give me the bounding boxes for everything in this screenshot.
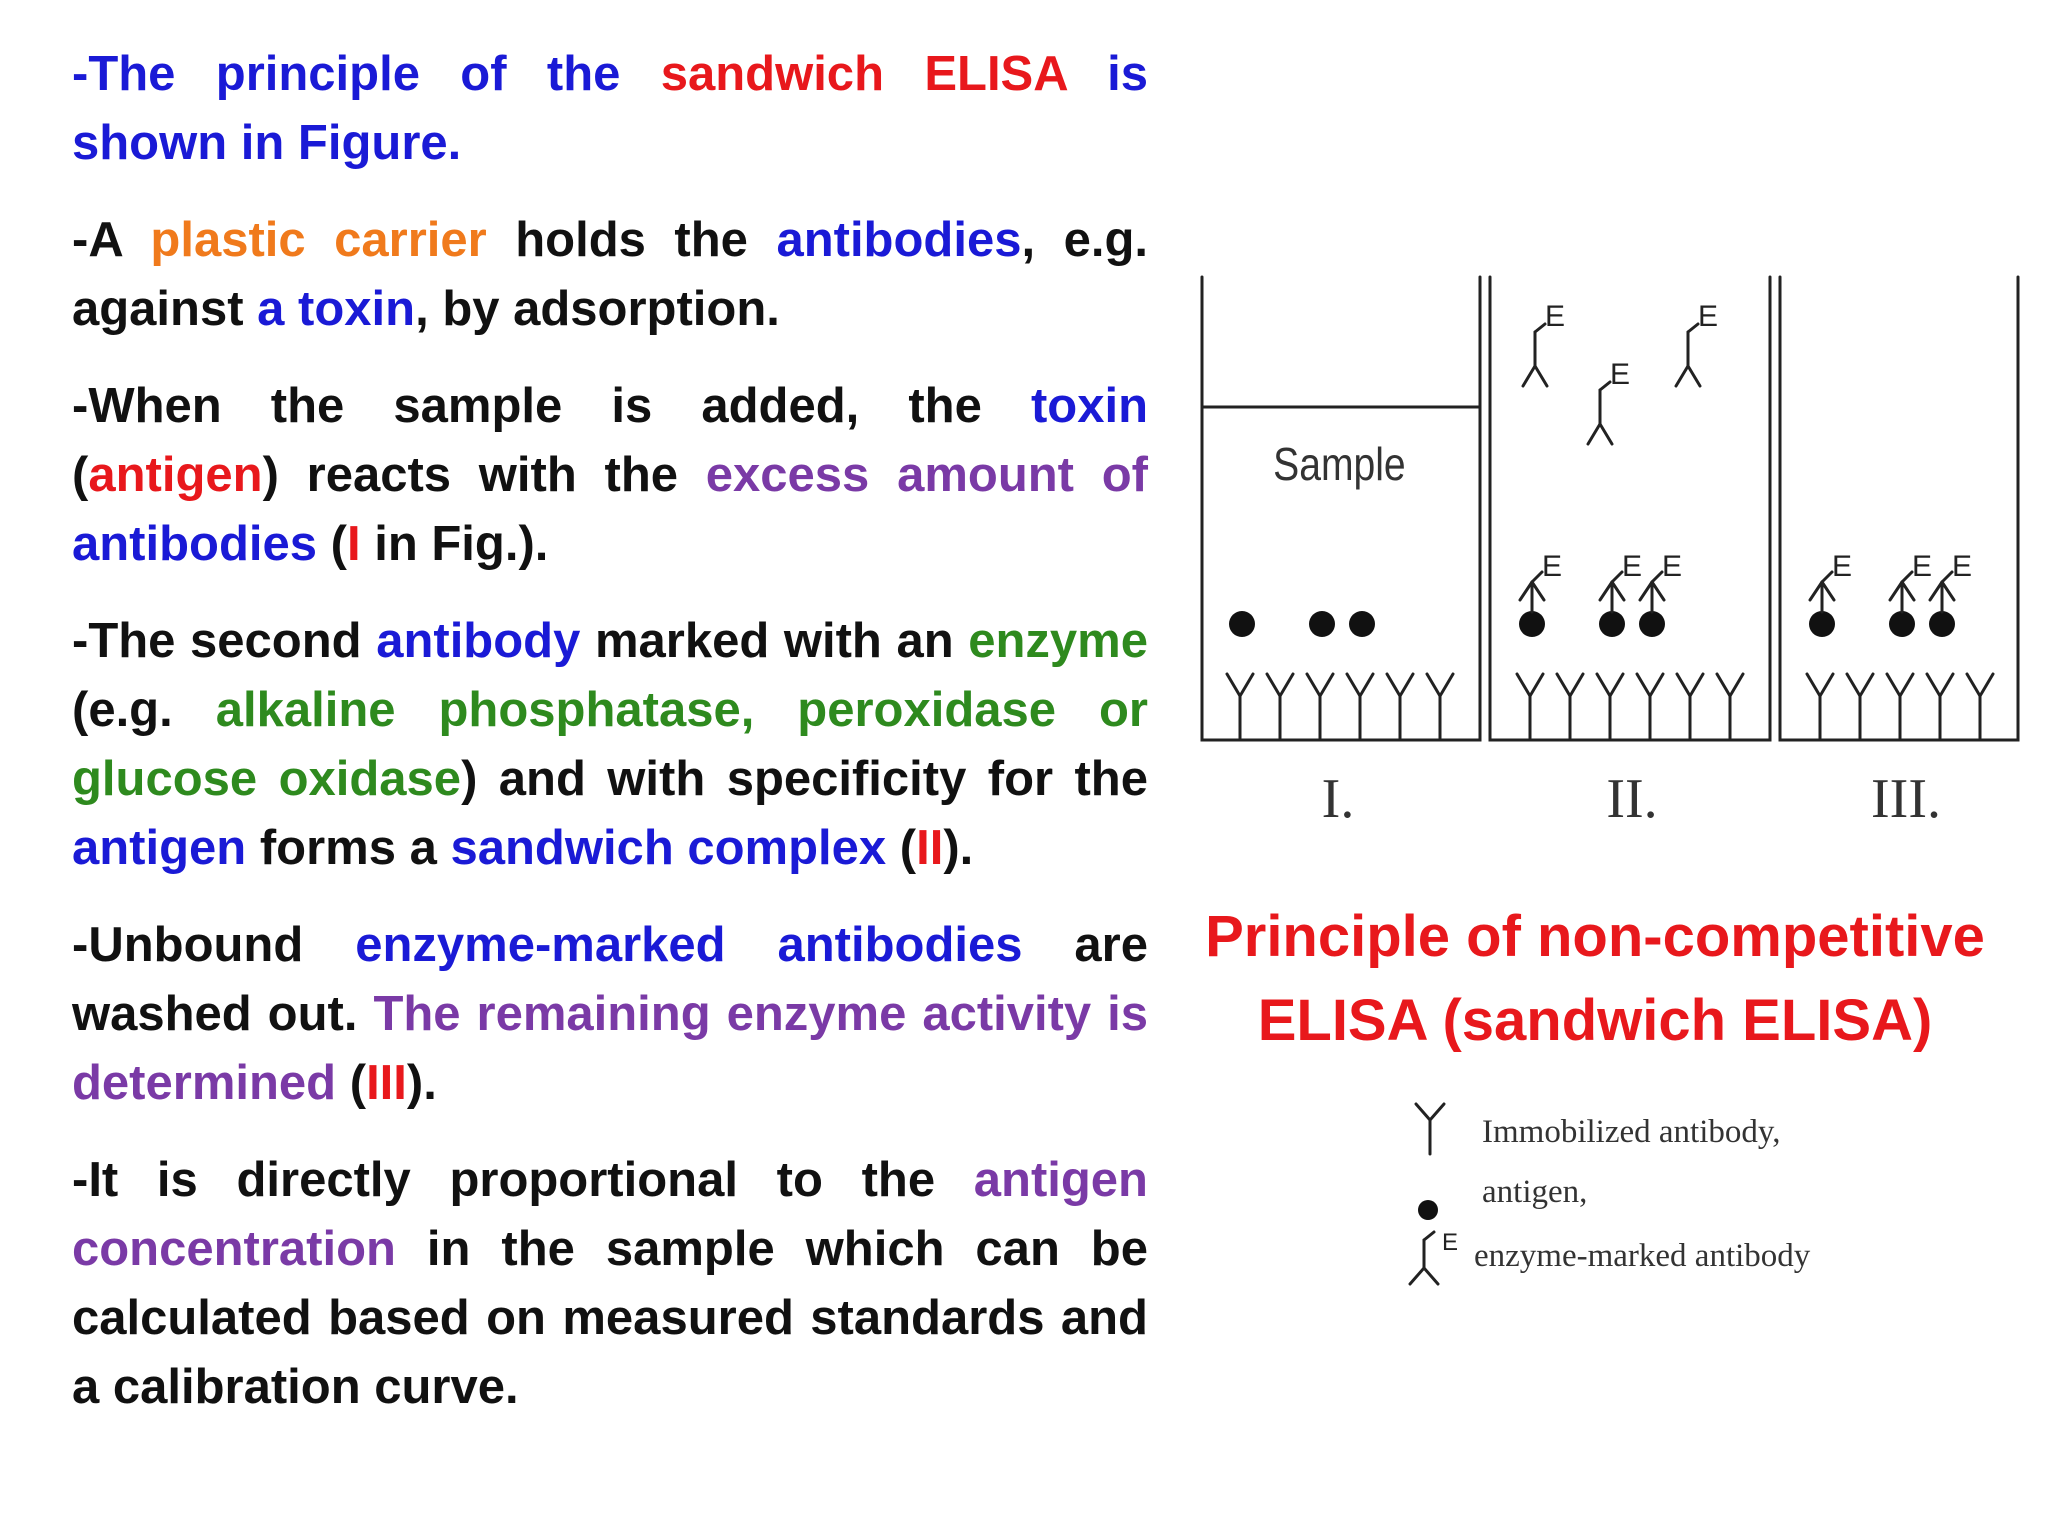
panel-3-antibody [1927,674,1953,738]
legend-immobilized-label: Immobilized antibody, [1482,1114,1781,1150]
panel-2-free-enzyme-antibody [1523,300,1565,386]
panel-1-antibody [1227,674,1253,738]
text-segment: enzyme-marked antibodies [355,918,1023,972]
panel-2-antibody [1677,674,1703,738]
text-segment: ). [406,1056,437,1110]
svg-text:E: E [1442,1229,1459,1256]
text-segment: holds the [486,213,777,267]
antigen-dot [1349,611,1375,637]
text-segment: (e.g. [72,683,216,737]
text-segment: III [366,1056,407,1110]
panel-3-antibody [1847,674,1873,738]
caption-line-1: Principle of non-competitive [1205,904,1985,969]
text-segment: antigen [72,821,247,875]
text-segment: -The principle of the [72,47,661,101]
panel-1-antibody [1387,674,1413,738]
text-segment: antigen concentration [72,1153,1148,1276]
sample-label: Sample [1273,439,1406,491]
text-segment: a toxin [257,282,416,336]
svg-text:E: E [1542,550,1563,583]
antigen-dot-icon [1418,1200,1438,1220]
antigen-dot [1889,611,1915,637]
legend-antigen-label: antigen, [1482,1174,1588,1210]
text-segment: -When the sample is added, the [72,379,1031,433]
text-segment: ( [336,1056,367,1110]
text-segment: forms a [246,821,451,875]
panel-1-antibody [1347,674,1373,738]
antigen-dot [1229,611,1255,637]
panel-1-antibody [1427,674,1453,738]
text-segment: in the sample which can be calculated based on measured standards and a calibration curve. [72,1222,1148,1414]
text-segment: ) reacts with the [262,448,706,502]
caption-line-2: ELISA (sandwich ELISA) [1257,988,1933,1053]
paragraph-6 [72,1146,1148,1422]
text-segment: excess amount of [705,448,1149,502]
paragraph-5 [72,911,1148,1118]
antigen-dot [1599,611,1625,637]
panel-2-bound-enzyme-antibody [1640,550,1682,612]
text-segment: II [916,821,944,875]
panel-2-free-enzyme-antibody [1588,358,1630,444]
text-segment: ). [943,821,974,875]
text-segment: sandwich complex [450,821,887,875]
svg-text:E: E [1662,550,1683,583]
text-segment: -The second [72,614,377,668]
text-segment: antibody [376,614,581,668]
panel-3-frame [1780,277,2018,740]
panel-2-antibody [1557,674,1583,738]
text-segment: -A [72,213,151,267]
text-segment: -It is directly proportional to the [72,1153,974,1207]
antigen-dot [1929,611,1955,637]
figure-caption [1170,895,2020,1063]
text-segment: is shown in Figure. [72,47,1149,170]
panel-2-free-enzyme-antibody [1676,300,1718,386]
text-segment: toxin [1030,379,1148,433]
text-segment: ( [886,821,917,875]
panel-3-bound-enzyme-antibody [1890,550,1932,612]
svg-text:E: E [1545,300,1566,333]
text-segment: -Unbound [72,918,356,972]
legend-symbols [1390,1098,1470,1318]
text-segment: alkaline phosphatase, peroxidase or glucose oxidase [72,683,1149,806]
panel-2-antibody [1517,674,1543,738]
panel-1-antibody [1307,674,1333,738]
paragraph-2 [72,206,1148,344]
text-segment: plastic carrier [150,213,487,267]
paragraph-1 [72,40,1148,178]
svg-text:E: E [1832,550,1853,583]
panel-label-1: I. [1321,768,1355,830]
text-segment: antibodies [776,213,1022,267]
paragraph-3 [72,372,1148,579]
svg-text:E: E [1610,358,1631,391]
panel-label-3: III. [1871,768,1941,830]
text-segment: marked with an [580,614,969,668]
text-segment: ( [72,448,89,502]
antigen-dot [1309,611,1335,637]
text-segment: ( [317,517,347,571]
text-segment: sandwich ELISA [660,47,1067,101]
svg-text:E: E [1622,550,1643,583]
text-segment: are washed out. [72,918,1149,1041]
panel-3-bound-enzyme-antibody [1810,550,1852,612]
panel-2-bound-enzyme-antibody [1520,550,1562,612]
text-segment: antigen [88,448,263,502]
text-segment: , by adsorption. [415,282,780,336]
antigen-dot [1639,611,1665,637]
panel-3-antibody [1887,674,1913,738]
panel-label-2: II. [1606,768,1658,830]
text-segment: I [346,517,361,571]
panel-3-antibody [1807,674,1833,738]
panel-2-frame [1490,277,1770,740]
figure-legend [1390,1098,1950,1318]
panel-1-antibody [1267,674,1293,738]
panel-3-bound-enzyme-antibody [1930,550,1972,612]
svg-text:E: E [1952,550,1973,583]
paragraph-4 [72,607,1148,883]
text-segment: enzyme [968,614,1148,668]
elisa-figure [1200,272,2020,832]
text-segment: ) and with specificity for the [461,752,1148,806]
legend-enzyme-label: enzyme-marked antibody [1474,1238,1811,1274]
explanation-text [72,40,1148,1450]
antigen-dot [1519,611,1545,637]
panel-3-antibody [1967,674,1993,738]
text-segment: , e.g. against [72,213,1149,336]
panel-2-bound-enzyme-antibody [1600,550,1642,612]
enzyme-marked-antibody-icon [1410,1229,1458,1284]
panel-2-antibody [1637,674,1663,738]
svg-text:E: E [1698,300,1719,333]
panel-1-frame [1202,277,1480,740]
panel-2-antibody [1597,674,1623,738]
text-segment: in Fig.). [360,517,549,571]
antigen-dot [1809,611,1835,637]
panel-2-antibody [1717,674,1743,738]
text-segment: The remaining enzyme activity is determined [72,987,1148,1110]
immobilized-antibody-icon [1416,1104,1444,1154]
text-segment: antibodies [72,517,318,571]
svg-text:E: E [1912,550,1933,583]
